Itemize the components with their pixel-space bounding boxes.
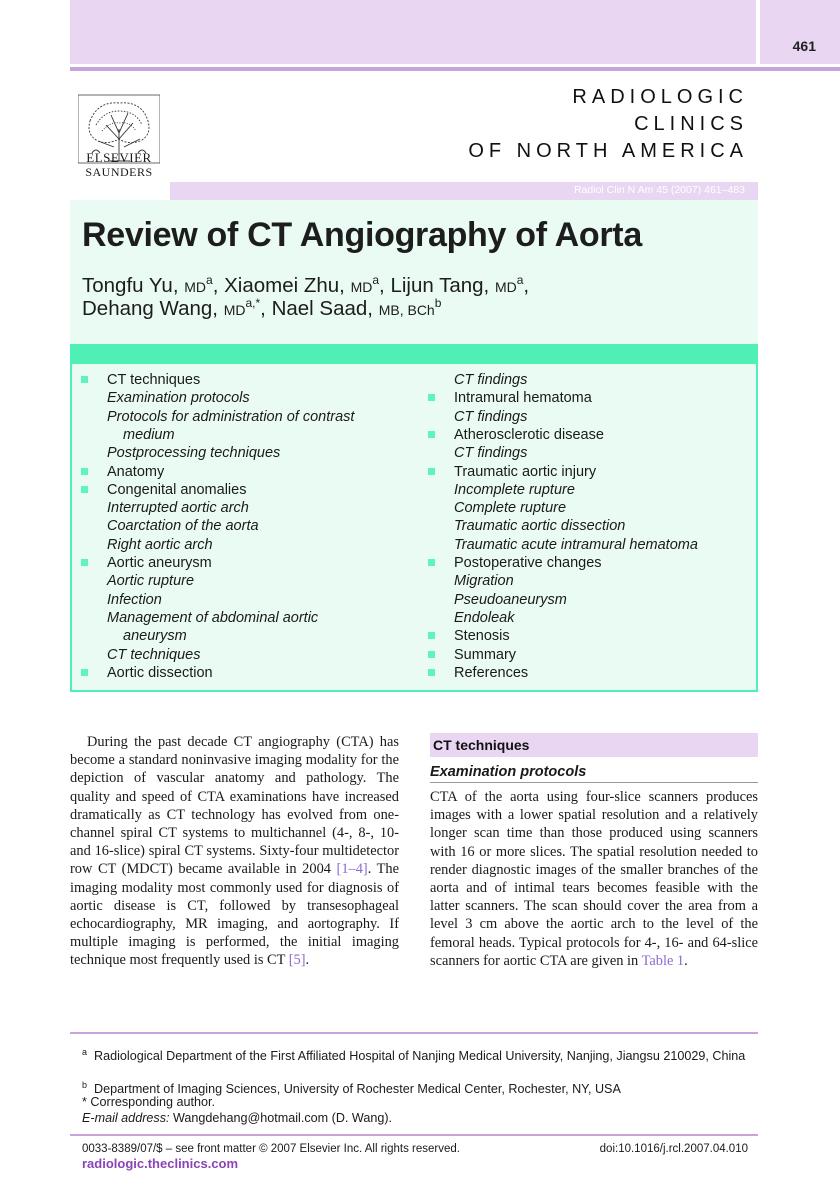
outline-subsection-link[interactable]: Examination protocols [107,390,250,407]
header-band [70,0,756,64]
journal-name-line-3: OF NORTH AMERICA [468,140,748,162]
citation-link[interactable]: Table 1 [641,952,685,969]
author-degree: MD [350,278,373,295]
outline-section-link[interactable]: Summary [454,646,517,663]
citation-link[interactable]: [5] [288,952,306,969]
outline-bullet-icon [428,669,435,676]
footer-rule [70,1134,758,1136]
outline-section-link[interactable]: References [454,664,529,681]
outline-bullet-icon [81,468,88,475]
outline-section-link[interactable]: Stenosis [454,628,510,645]
outline-header-bar [70,344,758,364]
outline-section-link[interactable]: Aortic aneurysm [107,555,212,571]
outline-section-link[interactable]: Congenital anomalies [107,481,247,498]
outline-section-link[interactable]: Atherosclerotic disease [454,426,604,443]
outline-section-link[interactable]: Aortic dissection [107,664,213,681]
outline-section-link[interactable]: CT techniques [107,372,201,388]
outline-subsection-link[interactable]: Pseudoaneurysm [454,591,567,608]
outline-bullet-icon [428,632,435,639]
outline-subsection-link[interactable]: CT techniques [107,646,201,663]
author-affiliation-mark: a [372,273,380,287]
publisher-name: ELSEVIER [86,150,152,165]
outline-subsection-link[interactable]: Coarctation of the aorta [107,518,259,535]
examination-protocols-paragraph: CTA of the aorta using four-slice scanners produces images with a lower spatial resolution and a relatively longer scan time than those produced using scanners with 16 or more slices. The spatial resolution needed to render diagnostic images of the smaller branches of the aorta and of intimal tears becomes feasible with the latter scanners. The scan should cover the area from a level 3 cm above the aortic arch to the level of the femoral heads. Typical protocols for 4-, 16- and 64-slice scanners for aortic CTA are given in Table 1. [430,789,758,969]
page-number: 461 [792,38,816,54]
citation-link[interactable]: [1–4] [336,861,368,878]
author-affiliation-mark: a [516,273,524,287]
author-name: Lijun Tang, [390,273,495,297]
author-name: Nael Saad, [271,296,379,320]
outline-subsection-link[interactable]: Postprocessing techniques [107,445,281,462]
outline-bullet-icon [428,559,435,566]
outline-bullet-icon [81,486,88,493]
outline-section-link[interactable]: Intramural hematoma [454,390,592,407]
header-rule [70,67,840,71]
author-degree: MD [184,278,206,295]
email-link[interactable]: Wangdehang@hotmail.com (D. Wang). [173,1111,393,1125]
outline-subsection-link[interactable]: Endoleak [454,609,515,626]
intro-paragraph: During the past decade CT angiography (CTA) has become a standard noninvasive imaging modality for the depiction of vascular anatomy and pathology. The quality and speed of CTA examinations have increased dramatically as CT technology has evolved from one-channel spiral CT systems to multichannel (4-, 8-, 10- and 16-slice) spiral CT systems. Sixty-four multidetector row CT (MDCT) became available in 2004 [1–4]. The imaging modality most commonly used for diagnosis of aortic disease is CT, followed by transesophageal echocardiography, MR imaging, and aortography. If multiple imaging is performed, the initial imaging technique most frequently used is CT [5]. [70,734,400,969]
footnote-corresponding: * Corresponding author. [82,1095,216,1109]
article-outline [70,364,758,692]
outline-subsection-link[interactable]: CT findings [454,445,528,462]
outline-subsection-link[interactable]: aneurysm [123,628,187,645]
author-name: Dehang Wang, [82,296,224,320]
outline-section-link[interactable]: Traumatic aortic injury [454,463,597,480]
page-number-tab [760,0,840,64]
subsection-heading: Examination protocols [430,764,587,780]
author-list-line-2: Dehang Wang, $MD^{a,*}$, Nael Saad, MB, BCh$^b$ [82,296,442,320]
author-name: Xiaomei Zhu, [224,273,351,297]
author-degree: MD [223,301,246,318]
issn-copyright: 0033-8389/07/$ – see front matter © 2007 Elsevier Inc. All rights reserved. [82,1143,460,1155]
author-name: Tongfu Yu, [82,273,185,297]
outline-subsection-link[interactable]: medium [123,426,175,443]
outline-subsection-link[interactable]: Management of abdominal aortic [107,609,319,626]
subsection-rule [430,782,758,783]
outline-bullet-icon [81,376,88,383]
outline-subsection-link[interactable]: CT findings [454,372,528,388]
author-degree: MD [494,278,517,295]
outline-bullet-icon [81,669,88,676]
footnote-rule [70,1032,758,1034]
outline-subsection-link[interactable]: Traumatic acute intramural hematoma [454,536,698,553]
outline-subsection-link[interactable]: Interrupted aortic arch [107,500,249,517]
outline-bullet-icon [428,651,435,658]
outline-bullet-icon [428,431,435,438]
outline-subsection-link[interactable]: Incomplete rupture [454,481,575,498]
journal-name-line-2: CLINICS [634,113,748,135]
outline-bullet-icon [428,468,435,475]
outline-bullet-icon [81,559,88,566]
outline-subsection-link[interactable]: Complete rupture [454,500,567,517]
outline-subsection-link[interactable]: Aortic rupture [107,573,195,590]
outline-subsection-link[interactable]: Protocols for administration of contrast [107,408,355,425]
journal-name-line-1: RADIOLOGIC [572,86,748,108]
doi: doi:10.1016/j.rcl.2007.04.010 [599,1143,748,1155]
outline-bullet-icon [428,394,435,401]
author-affiliation-mark: b [434,296,442,310]
outline-subsection-link[interactable]: Right aortic arch [107,536,213,553]
outline-subsection-link[interactable]: CT findings [454,408,528,425]
publisher-imprint: SAUNDERS [85,165,153,179]
outline-section-link[interactable]: Postoperative changes [454,555,602,571]
author-affiliation-mark: a [206,273,213,287]
journal-citation: Radiol Clin N Am 45 (2007) 461–483 [573,184,745,196]
outline-subsection-link[interactable]: Infection [107,591,162,608]
outline-subsection-link[interactable]: Traumatic aortic dissection [454,518,626,535]
outline-subsection-link[interactable]: Migration [454,573,514,590]
footnote-affiliation-a: $^a$ Radiological Department of the First Affiliated Hospital of Nanjing Medical University, Nanjing, Jiangsu 210029, China [82,1047,746,1064]
author-affiliation-mark: a,* [245,296,261,310]
outline-section-link[interactable]: Anatomy [107,463,165,480]
journal-url-link[interactable]: radiologic.theclinics.com [82,1156,239,1171]
footnote-affiliation-b: $^b$ Department of Imaging Sciences, University of Rochester Medical Center, Rochester, NY, USA [82,1080,621,1097]
author-list-line-1: Tongfu Yu, $MD^a$, Xiaomei Zhu, $MD^a$, Lijun Tang, $MD^a$, [82,273,530,297]
section-heading: CT techniques [433,737,530,753]
article-title: Review of CT Angiography of Aorta [82,216,642,254]
author-degree: MB, BCh [378,301,435,318]
footnote-email: E-mail address: Wangdehang@hotmail.com (D. Wang). [82,1111,393,1125]
